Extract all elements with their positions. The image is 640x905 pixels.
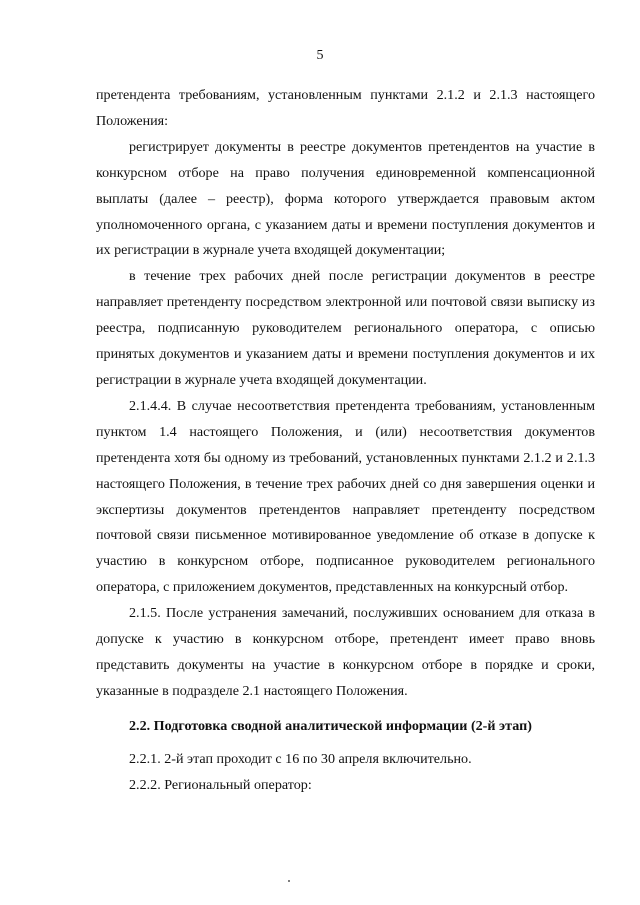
paragraph-within-three-days: в течение трех рабочих дней после регистрации документов в реестре направляет претенденту посредством электронной или почтовой связи выписку из реестра, подписанную руководителем регионального оператора, с описью принятых документов и указанием даты и времени поступления документов и их регистрации в журнале учета входящей документации.: [96, 268, 595, 388]
paragraph-registers: регистрирует документы в реестре документов претендентов на участие в конкурсном отборе на право получения единовременной компенсационной выплаты (далее – реестр), форма которого утверждается правовым актом уполномоченного органа, с указанием даты и времени поступления документов и их регистрации в журнале учета входящей документации;: [96, 138, 595, 259]
paragraph-continuation: претендента требованиям, установленным пунктами 2.1.2 и 2.1.3 настоящего Положения:: [96, 87, 595, 129]
paragraph-2-1-4-4: 2.1.4.4. В случае несоответствия претендента требованиям, установленным пунктом 1.4 настоящего Положения, и (или) несоответствия документов претендента хотя бы одному из требований, установленных пунктами 2.1.2 и 2.1.3 настоящего Положения, в течение трех рабочих дней со дня завершения оценки и экспертизы документов претендентов направляет претенденту посредством почтовой связи письменное мотивированное уведомление об отказе в допуске к участию в конкурсном отборе, подписанное руководителем регионального оператора, с приложением документов, представленных на конкурсный отбор.: [96, 397, 595, 596]
paragraph-2-1-5: 2.1.5. После устранения замечаний, послуживших основанием для отказа в допуске к участию в конкурсном отборе, претендент имеет право вновь представить документы на участие в конкурсном отборе в порядке и сроки, указанные в подразделе 2.1 настоящего Положения.: [96, 605, 595, 699]
item-2-2-2: 2.2.2. Региональный оператор:: [129, 776, 312, 793]
section-heading: 2.2. Подготовка сводной аналитической информации (2-й этап): [129, 717, 532, 734]
item-2-2-1: 2.2.1. 2-й этап проходит с 16 по 30 апреля включительно.: [129, 750, 472, 767]
document-body: [96, 83, 595, 799]
page-number: 5: [316, 48, 324, 63]
scan-speck: [288, 880, 290, 882]
